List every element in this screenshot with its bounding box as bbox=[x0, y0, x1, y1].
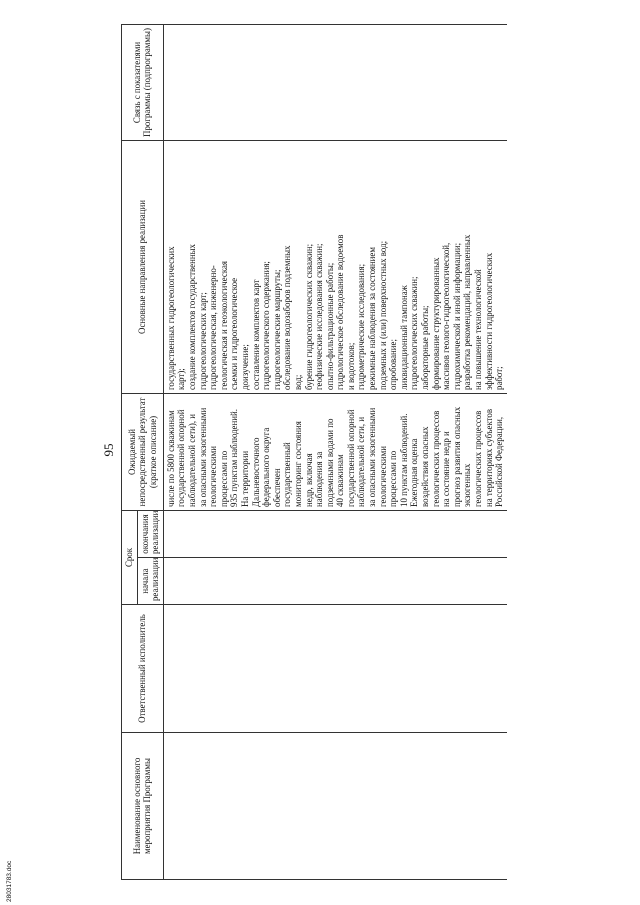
result-line: 40 скважинам bbox=[335, 454, 346, 507]
direction-line: карт); bbox=[176, 368, 187, 390]
cell-indicators-link bbox=[163, 24, 507, 140]
direction-line: геофизические исследования скважин; bbox=[314, 243, 325, 390]
direction-line: разработка рекомендаций, направленных bbox=[462, 234, 473, 390]
direction-line: бурение гидрогеологических скважин; bbox=[303, 243, 314, 390]
result-line: государственной опорной bbox=[345, 409, 356, 507]
direction-line: гидрологическое обследование водоемов bbox=[335, 234, 346, 390]
direction-line: ликвидационный тампонаж bbox=[398, 285, 409, 390]
result-line: геологическими bbox=[208, 445, 219, 507]
table-row bbox=[163, 24, 507, 879]
result-line: на территориях субъектов bbox=[483, 408, 494, 507]
document-code-text: 28031783.doc bbox=[6, 860, 13, 902]
direction-line: вод; bbox=[292, 374, 303, 390]
direction-line: гидрогеологического содержания; bbox=[261, 261, 272, 390]
direction-line: гидрохимической и иной информации; bbox=[451, 242, 462, 390]
result-line: процессами по bbox=[388, 450, 399, 507]
header-term: Срок bbox=[122, 510, 138, 604]
result-line: наблюдательной сети, и bbox=[356, 416, 367, 507]
direction-line: режимные наблюдения за состоянием bbox=[367, 247, 378, 390]
result-line: 10 пунктам наблюдений. bbox=[398, 413, 409, 507]
cell-term-start bbox=[163, 558, 507, 605]
header-expected-result: Ожидаемый непосредственный результат (краткое описание) bbox=[122, 393, 164, 510]
cell-directions bbox=[163, 140, 507, 393]
cell-measure-name bbox=[163, 733, 507, 880]
result-line: государственный bbox=[282, 442, 293, 507]
result-line: экзогенных bbox=[462, 463, 473, 507]
expected-result-text bbox=[166, 397, 505, 507]
header-measure-name: Наименование основного мероприятия Программы bbox=[122, 733, 164, 880]
direction-line: гидрогеологическая, инженерно- bbox=[208, 265, 219, 390]
result-line: недр, включая bbox=[303, 453, 314, 507]
direction-line: обследование водозаборов подземных bbox=[282, 245, 293, 390]
header-indicators-link: Связь с показателями Программы (подпрограммы) bbox=[122, 24, 164, 140]
cell-term-end bbox=[163, 510, 507, 557]
result-line: обеспечен bbox=[271, 468, 282, 507]
direction-line: гидрогеологические маршруты; bbox=[271, 269, 282, 390]
program-table bbox=[121, 25, 535, 880]
result-line: 935 пунктам наблюдений. bbox=[229, 409, 240, 507]
direction-line: съемки и гидрогеологическое bbox=[229, 277, 240, 390]
header-directions: Основные направления реализации bbox=[122, 140, 164, 393]
result-line: Российской Федерации, bbox=[494, 416, 505, 507]
direction-line: создание комплектов государственных bbox=[186, 244, 197, 390]
direction-line: лабораторные работы; bbox=[420, 305, 431, 390]
direction-line: гидрогеологических скважин; bbox=[409, 276, 420, 390]
result-line: Ежегодная оценка bbox=[409, 438, 420, 507]
result-line: наблюдательной сети), и bbox=[186, 413, 197, 507]
page-number: 95 bbox=[101, 443, 116, 457]
document-code bbox=[2, 860, 22, 902]
result-line: геологических процессов bbox=[430, 410, 441, 507]
result-line: геологическими bbox=[377, 445, 388, 507]
header-term-end: окончания реализации bbox=[137, 510, 163, 557]
result-line: наблюдения за bbox=[314, 451, 325, 507]
result-line: Дальневосточного bbox=[250, 437, 261, 507]
direction-line: составление комплектов карт bbox=[250, 279, 261, 390]
direction-line: опробование; bbox=[388, 339, 399, 390]
header-term-start: начала реализации bbox=[137, 558, 163, 605]
result-line: прогноз развития опасных bbox=[451, 406, 462, 507]
direction-line: доизучение; bbox=[239, 344, 250, 390]
direction-line: и водотоков; bbox=[345, 342, 356, 390]
result-line: подземными водами по bbox=[324, 418, 335, 507]
result-line: за опасными экзогенными bbox=[367, 407, 378, 507]
rotated-page bbox=[95, 25, 535, 880]
cell-expected-result bbox=[163, 393, 507, 510]
direction-line: геологическая и геоэкологическая bbox=[218, 260, 229, 390]
direction-line: гидрометрические исследования; bbox=[356, 263, 367, 390]
result-line: мониторинг состояния bbox=[292, 421, 303, 507]
result-line: На территории bbox=[239, 450, 250, 507]
result-line: воздействия опасных bbox=[420, 426, 431, 507]
result-line: за опасными экзогенными bbox=[197, 407, 208, 507]
result-line: процессами по bbox=[218, 450, 229, 507]
direction-line: работ; bbox=[494, 366, 505, 390]
direction-line: массивов геолого-гидрогеологической, bbox=[441, 242, 452, 390]
program-measures-table bbox=[121, 24, 507, 880]
result-line: государственной опорной bbox=[176, 409, 187, 507]
directions-text bbox=[166, 144, 505, 390]
direction-line: гидрогеологических карт; bbox=[197, 292, 208, 390]
direction-line: эффективности гидрогеологических bbox=[483, 252, 494, 390]
result-line: числе по 5800 скважинам bbox=[165, 410, 176, 507]
cell-executor bbox=[163, 605, 507, 733]
direction-line: подземных и (или) поверхностных вод; bbox=[377, 240, 388, 390]
direction-line: на повышение технологической bbox=[473, 269, 483, 390]
header-executor: Ответственный исполнитель bbox=[122, 605, 164, 733]
result-line: федерального округа bbox=[261, 427, 272, 507]
direction-line: государственных гидрогеологических bbox=[165, 246, 176, 390]
direction-line: формирование структурированных bbox=[430, 257, 441, 390]
result-line: на состояние недр и bbox=[441, 431, 452, 507]
result-line: геологических процессов bbox=[473, 410, 483, 507]
direction-line: опытно-фильтрационные работы; bbox=[324, 262, 335, 390]
